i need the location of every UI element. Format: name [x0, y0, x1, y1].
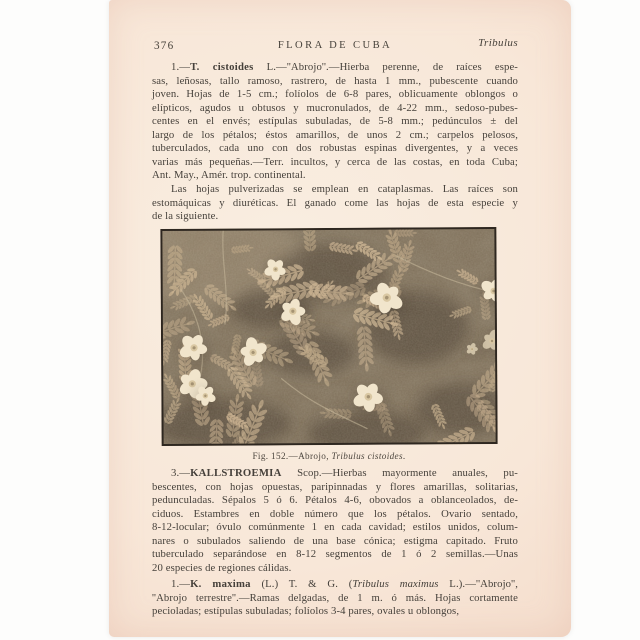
- plant-photo: [160, 227, 497, 446]
- caption-species: Tribulus cistoides: [331, 451, 403, 461]
- paragraph: [152, 578, 518, 619]
- text-line: sas, leñosas, tallo ramoso, rastrero, de hasta 1 mm., pubescente cuando: [152, 74, 518, 87]
- paragraph: [152, 467, 518, 575]
- text-line: 3.—KALLSTROEMIA Scop.—Hierbas mayormente anuales, pu-: [171, 467, 518, 479]
- text-line: joven. Hojas de 1-5 cm.; folíolos de 6-8 pares, oblicuamente oblongos o: [152, 88, 518, 100]
- caption-period: .: [402, 451, 406, 461]
- text-line: estomáquicas y diuréticas. El ganado come las hojas de esta especie y: [152, 196, 518, 209]
- text-line: 8-12-locular; óvulo comúnmente 1 en cada cavidad; estilos unidos, colum-: [152, 521, 518, 533]
- text-line: bescentes, con hojas opuestas, paripinnadas y flores amarillas, solitarias,: [152, 480, 518, 493]
- text-line: pecioladas; estípulas subuladas; folíolos 3-4 pares, ovales u oblongos,: [152, 605, 460, 617]
- figure-caption: [161, 451, 497, 461]
- text-line: largo de los pétalos; éstos amarillos, de unos 2 cm.; carpelos pelosos,: [152, 128, 518, 141]
- text-line: Ant. May., Amér. trop. continental.: [152, 169, 306, 181]
- page-number: 376: [154, 40, 175, 52]
- text-line: varias más pequeñas.—Terr. incultos, y cerca de las costas, en toda Cuba;: [152, 155, 518, 168]
- figure: [160, 227, 497, 446]
- text-line: 1.—K. maxima (L.) T. & G. (Tribulus maximus L.).—''Abrojo'',: [171, 578, 519, 590]
- paragraph: [152, 183, 518, 224]
- text-line: de la siguiente.: [152, 210, 219, 222]
- text-line: ''Abrojo terrestre''.—Ramas delgadas, de 1 m. ó más. Hojas cortamente: [152, 591, 518, 604]
- text-line: Las hojas pulverizadas se emplean en cataplasmas. Las raíces son: [171, 183, 518, 195]
- book-page: [109, 0, 571, 637]
- text-line: ciduos. Estambres en doble número que los pétalos. Ovario sentado,: [152, 507, 518, 520]
- page-header: [152, 39, 518, 53]
- running-header-genus: Tribulus: [478, 37, 518, 49]
- text-line: centes en el envés; estípulas subuladas, de 5-8 mm.; pedúnculos ± del: [152, 115, 518, 127]
- running-title: FLORA DE CUBA: [277, 40, 393, 51]
- caption-text: Fig. 152.—Abrojo,: [252, 451, 332, 461]
- text-line: tuberculados, cada uno con dos robustas espinas divergentes, y a veces: [152, 142, 518, 154]
- text-line: tuberculado separándose en 8-12 segmentos de 1 ó 2 semillas.—Unas: [152, 548, 518, 560]
- text-line: nares o subulados saliendo de una base cónica; estigma capitado. Fruto: [152, 534, 518, 547]
- text-line: elípticos, agudos u obtusos y mucronulados, de 4-22 mm., sedoso-pubes-: [152, 101, 518, 114]
- text-line: pedunculadas. Sépalos 5 ó 6. Pétalos 4-6, obovados a oblanceolados, de-: [152, 494, 518, 506]
- text-line: 1.—T. cistoides L.—''Abrojo''.—Hierba perenne, de raíces espe-: [171, 61, 518, 73]
- text-line: 20 especies de regiones cálidas.: [152, 561, 292, 574]
- photo-content: [160, 227, 497, 446]
- paragraph: [152, 61, 518, 183]
